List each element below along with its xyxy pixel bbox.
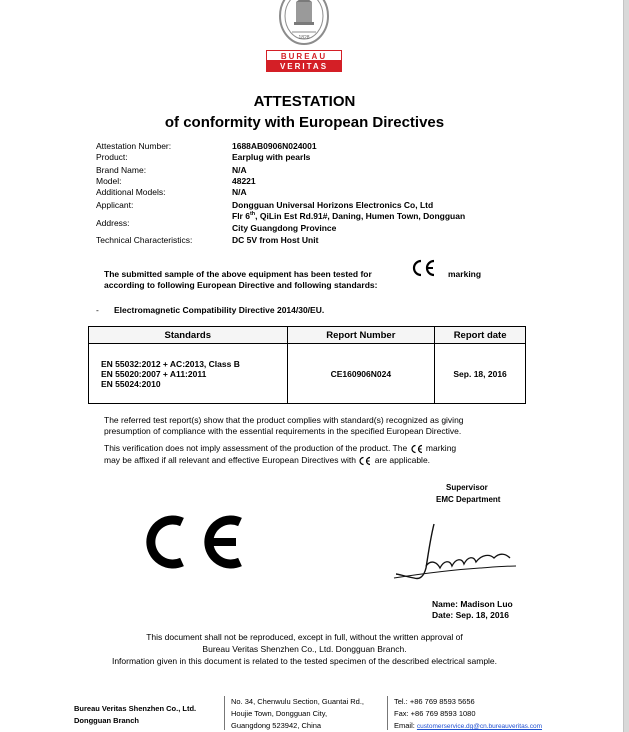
footer-address-line2: Houjie Town, Dongguan City,	[231, 709, 328, 718]
bureau-veritas-logo	[266, 0, 342, 76]
footer-divider	[224, 696, 225, 730]
field-label-technical-characteristics: Technical Characteristics:	[96, 235, 193, 245]
signatory-role: Supervisor	[446, 483, 488, 492]
address-rest: , QiLin Est Rd.91#, Daning, Humen Town, Dongguan	[255, 211, 466, 221]
paragraph-2-line2	[104, 455, 430, 466]
logo-word-veritas: VERITAS	[266, 61, 342, 72]
field-label-attestation-number: Attestation Number:	[96, 141, 172, 151]
cell-report-number: CE160906N024	[287, 344, 435, 404]
paragraph-2-line2-start: may be affixed if all relevant and effective European Directives with	[104, 455, 356, 465]
ce-mark-large-icon	[136, 512, 246, 572]
handwritten-signature-icon	[390, 518, 520, 588]
footer-email	[394, 721, 542, 730]
notice-line1: This document shall not be reproduced, except in full, without the written approval of	[146, 632, 463, 642]
field-value-technical-characteristics: DC 5V from Host Unit	[232, 235, 319, 245]
footer-company-line2: Dongguan Branch	[74, 716, 139, 725]
field-label-applicant: Applicant:	[96, 200, 134, 210]
address-sup: th	[249, 211, 256, 218]
field-value-product: Earplug with pearls	[232, 152, 311, 162]
field-label-brand-name: Brand Name:	[96, 165, 147, 175]
signatory-department: EMC Department	[436, 495, 501, 504]
footer-divider	[387, 696, 388, 730]
seal-year: 1828	[298, 35, 310, 41]
signatory-date: Date: Sep. 18, 2016	[432, 610, 510, 620]
field-label-address: Address:	[96, 218, 130, 228]
paragraph-2-line1	[104, 443, 456, 454]
field-label-additional-models: Additional Models:	[96, 187, 166, 197]
field-value-applicant: Dongguan Universal Horizons Electronics Co, Ltd	[232, 200, 434, 210]
paragraph-2-line1-end: marking	[425, 443, 457, 453]
statement-line2: according to following European Directive and following standards:	[104, 280, 378, 290]
header-report-number: Report Number	[287, 327, 435, 344]
notice-line2: Bureau Veritas Shenzhen Co., Ltd. Dongguan Branch.	[202, 644, 407, 654]
document-title: ATTESTATION	[253, 93, 356, 110]
paragraph-1-line1: The referred test report(s) show that the product complies with standard(s) recognized as giving	[104, 415, 464, 425]
field-value-additional-models: N/A	[232, 187, 247, 197]
ce-mark-small-icon	[358, 456, 372, 466]
header-report-date: Report date	[435, 327, 526, 344]
footer-email-link[interactable]: customerservice.dg@cn.bureauveritas.com	[416, 723, 543, 730]
field-value-attestation-number: 1688AB0906N024001	[232, 141, 317, 151]
signatory-name: Name: Madison Luo	[432, 599, 513, 609]
paragraph-1-line2: presumption of compliance with the essential requirements in the specified European Directive.	[104, 426, 462, 436]
paragraph-2-line1-start: This verification does not imply assessment of the production of the product. The	[104, 443, 408, 453]
standard-item: EN 55020:2007 + A11:2011	[101, 368, 207, 379]
cell-report-date: Sep. 18, 2016	[435, 344, 526, 404]
document-subtitle: of conformity with European Directives	[164, 114, 445, 131]
paragraph-2-line2-end: are applicable.	[374, 455, 431, 465]
statement-line1-end: marking	[448, 269, 482, 279]
ce-mark-icon	[410, 258, 438, 278]
field-value-address-line2: City Guangdong Province	[232, 223, 337, 233]
page-edge	[623, 0, 629, 732]
field-label-model: Model:	[96, 176, 122, 186]
field-value-model: 48221	[232, 176, 256, 186]
directive-text: Electromagnetic Compatibility Directive 2014/30/EU.	[114, 305, 325, 315]
standards-table	[88, 326, 526, 404]
logo-word-bureau: BUREAU	[266, 50, 342, 61]
field-label-product: Product:	[96, 152, 128, 162]
ce-mark-small-icon	[410, 444, 424, 454]
address-prefix: Flr 6	[232, 211, 250, 221]
footer-address-line3: Guangdong 523942, China	[231, 721, 322, 730]
field-value-brand-name: N/A	[232, 165, 247, 175]
directive-bullet: -	[96, 305, 99, 315]
footer-address-line1: No. 34, Chenwulu Section, Guantai Rd.,	[231, 697, 364, 706]
notice-line3: Information given in this document is related to the tested specimen of the described electrical sample.	[111, 656, 498, 666]
footer-company-line1: Bureau Veritas Shenzhen Co., Ltd.	[74, 704, 197, 713]
standard-item: EN 55032:2012 + AC:2013, Class B	[101, 358, 240, 369]
table-row	[89, 344, 526, 404]
table-header-row	[89, 327, 526, 344]
statement-line1-start: The submitted sample of the above equipment has been tested for	[104, 269, 372, 279]
header-standards: Standards	[89, 327, 288, 344]
footer-email-label: Email:	[394, 721, 417, 730]
standard-item: EN 55024:2010	[101, 378, 161, 389]
field-value-address-line1	[232, 211, 465, 221]
cell-standards	[89, 344, 288, 404]
footer-tel: Tel.: +86 769 8593 5656	[394, 697, 475, 706]
footer-fax: Fax: +86 769 8593 1080	[394, 709, 476, 718]
bureau-veritas-seal-icon	[278, 0, 330, 46]
